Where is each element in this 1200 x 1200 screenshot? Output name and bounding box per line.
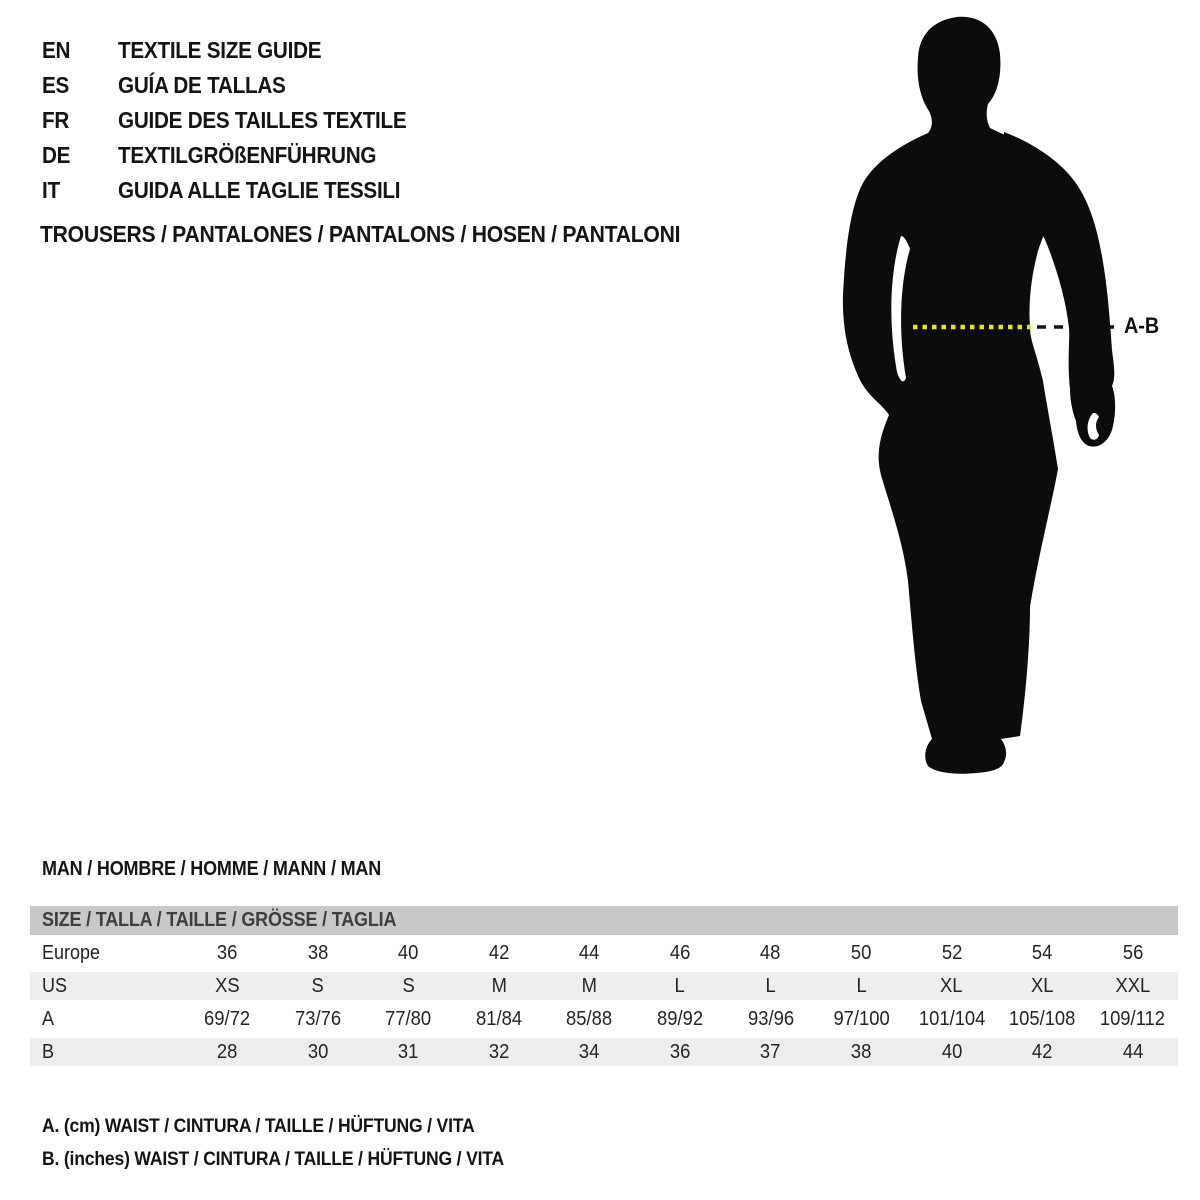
cell: 42 (1031, 1040, 1053, 1063)
lang-code: ES (42, 72, 70, 98)
note-b: B. (inches) WAIST / CINTURA / TAILLE / HÜFTUNG / VITA (42, 1148, 505, 1170)
lang-code: FR (42, 107, 70, 133)
lang-title: GUÍA DE TALLAS (118, 72, 286, 98)
cell: M (491, 974, 507, 997)
cell: 36 (217, 941, 238, 964)
table-row-b-inches (30, 1038, 1178, 1066)
lang-code: DE (42, 142, 71, 168)
cell: 32 (488, 1040, 510, 1063)
cell: 34 (579, 1040, 600, 1063)
cell: 30 (307, 1040, 329, 1063)
cell: 28 (217, 1040, 238, 1063)
note-a: A. (cm) WAIST / CINTURA / TAILLE / HÜFTUNG / VITA (42, 1115, 475, 1137)
size-table (30, 906, 1178, 1071)
cell: 93/96 (747, 1007, 794, 1030)
cell: 38 (307, 941, 329, 964)
cell: M (581, 974, 598, 997)
cell: 109/112 (1100, 1007, 1166, 1030)
man-silhouette (843, 17, 1072, 774)
cell: 46 (669, 941, 691, 964)
cell: 40 (398, 941, 419, 964)
measure-label: A-B (1124, 313, 1160, 338)
cell: 97/100 (832, 1007, 890, 1030)
row-label: A (42, 1007, 55, 1030)
cell: 40 (941, 1040, 962, 1063)
row-label: Europe (42, 941, 101, 964)
lang-title: GUIDA ALLE TAGLIE TESSILI (118, 177, 401, 203)
lang-title: TEXTILGRÖßENFÜHRUNG (118, 142, 377, 168)
row-label: B (42, 1040, 55, 1063)
lang-code: EN (42, 37, 71, 63)
cell: 69/72 (204, 1007, 251, 1030)
cell: 54 (1031, 941, 1053, 964)
cell: L (674, 974, 686, 997)
cell: 52 (941, 941, 962, 964)
cell: 89/92 (656, 1007, 704, 1030)
cell: 101/104 (918, 1007, 985, 1030)
cell: 37 (760, 1040, 781, 1063)
cell: 81/84 (475, 1007, 522, 1030)
cell: S (311, 974, 324, 997)
cell: 77/80 (385, 1007, 432, 1030)
cell: 38 (850, 1040, 872, 1063)
cell: XL (940, 974, 963, 997)
section-title: MAN / HOMBRE / HOMME / MANN / MAN (42, 858, 382, 880)
cell: 50 (850, 941, 872, 964)
cell: XL (1030, 974, 1054, 997)
cell: XS (214, 974, 240, 997)
cell: 44 (579, 941, 600, 964)
cell: L (765, 974, 776, 997)
cell: 31 (398, 1040, 419, 1063)
cell: XXL (1115, 974, 1151, 997)
row-label: US (42, 974, 68, 997)
table-row-europe (30, 939, 1178, 967)
garment-subtitle: TROUSERS / PANTALONES / PANTALONS / HOSEN / PANTALONI (40, 221, 681, 247)
cell: 105/108 (1008, 1007, 1076, 1030)
cell: 42 (488, 941, 510, 964)
size-table-header: SIZE / TALLA / TAILLE / GRÖSSE / TAGLIA (30, 906, 1178, 935)
measurement-notes (42, 1110, 555, 1176)
cell: 36 (669, 1040, 691, 1063)
table-row-us (30, 972, 1178, 1000)
cell: L (855, 974, 867, 997)
cell: 85/88 (566, 1007, 613, 1030)
cell: S (402, 974, 415, 997)
lang-title: TEXTILE SIZE GUIDE (118, 37, 322, 63)
table-row-a-cm (30, 1005, 1178, 1033)
cell: 48 (760, 941, 781, 964)
cell: 56 (1122, 941, 1143, 964)
lang-code: IT (42, 177, 60, 203)
cell: 44 (1122, 1040, 1143, 1063)
cell: 73/76 (294, 1007, 341, 1030)
lang-title: GUIDE DES TAILLES TEXTILE (118, 107, 407, 133)
